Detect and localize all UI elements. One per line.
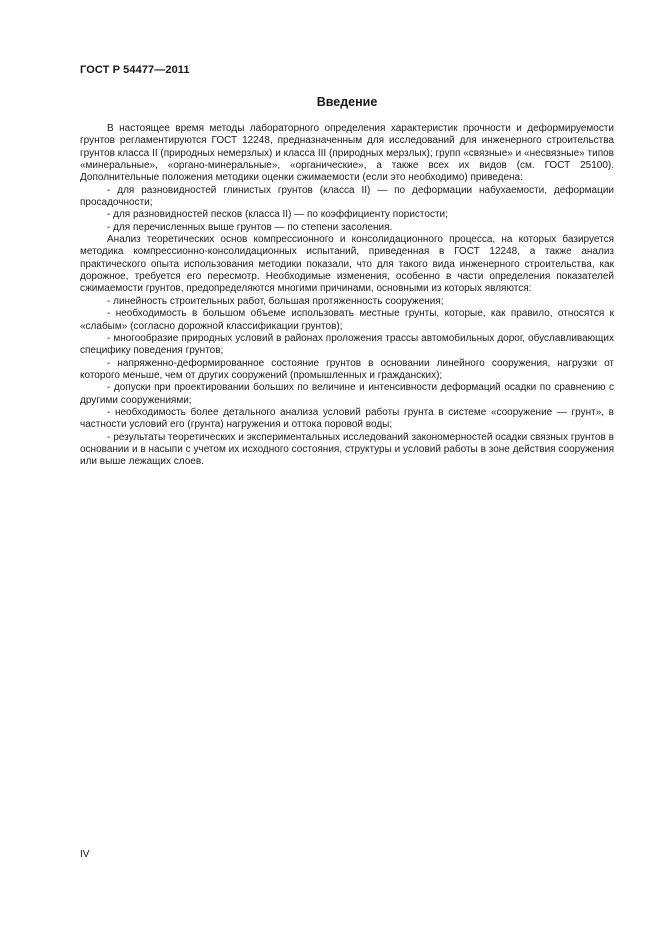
page-number: IV — [80, 849, 90, 860]
list-item: - для разновидностей песков (класса II) — по коэффициенту пористости; — [107, 209, 448, 221]
list-item: - необходимость более детального анализа условий работы грунта в системе «сооружение — грунт», в частности условий его (грунта) нагружения и оттока поровой воды; — [80, 406, 614, 431]
list-item: - результаты теоретических и экспериментальных исследований закономерностей осадки связных грунтов в основании и в насыпи с учетом их исходного состояния, структуры и условий работы в зоне действия сооружения или выше лежащих слоев. — [80, 431, 614, 468]
section-title: Введение — [316, 95, 378, 109]
paragraph: Анализ теоретических основ компрессионного и консолидационного процесса, на которых базируется методика компрессионно-консолидационных испытаний, приведенная в ГОСТ 12248, а также анализ практического опыта использования методики показали, что для такого вида инженерного строительства, как дорожное, требуется его пересмотр. Необходимые изменения, особенно в части определения показателей сжимаемости грунтов, предопределяются многими причинами, основными из которых являются: — [80, 234, 614, 295]
list-item: - многообразие природных условий в районах проложения трассы автомобильных дорог, обуславливающих специфику поведения грунтов; — [80, 332, 614, 357]
list-item: - для перечисленных выше грунтов — по степени засоления. — [107, 221, 393, 233]
list-item: - для разновидностей глинистых грунтов (класса II) — по деформации набухаемости, деформации просадочности; — [80, 184, 614, 209]
body-text — [80, 123, 614, 469]
list-item: - напряженно-деформированное состояние грунтов в основании линейного сооружения, нагрузки от которого меньше, чем от других сооружений (промышленных и гражданских); — [80, 357, 614, 381]
list-item: - линейность строительных работ, большая протяженность сооружения; — [107, 295, 444, 307]
paragraph: В настоящее время методы лабораторного определения характеристик прочности и деформируемости грунтов регламентируются ГОСТ 12248, предназначенным для исследований для инженерного строительства грунтов класса II (природных немерзлых) и класса III (природных мерзлых); групп «связные» и «несвязные» типов «минеральные», «органо-минеральные», «органические», а также всех их видов (см. ГОСТ 25100). Дополнительные положения методики оценки сжимаемости (если это необходимо) приведена: — [80, 123, 614, 184]
doc-code-header: ГОСТ Р 54477—2011 — [80, 64, 190, 76]
list-item: - допуски при проектировании больших по величине и интенсивности деформаций осадки по сравнению с другими сооружениями; — [80, 382, 614, 406]
list-item: - необходимость в большом объеме использовать местные грунты, которые, как правило, относятся к «слабым» (согласно дорожной классификации грунтов); — [80, 308, 614, 332]
